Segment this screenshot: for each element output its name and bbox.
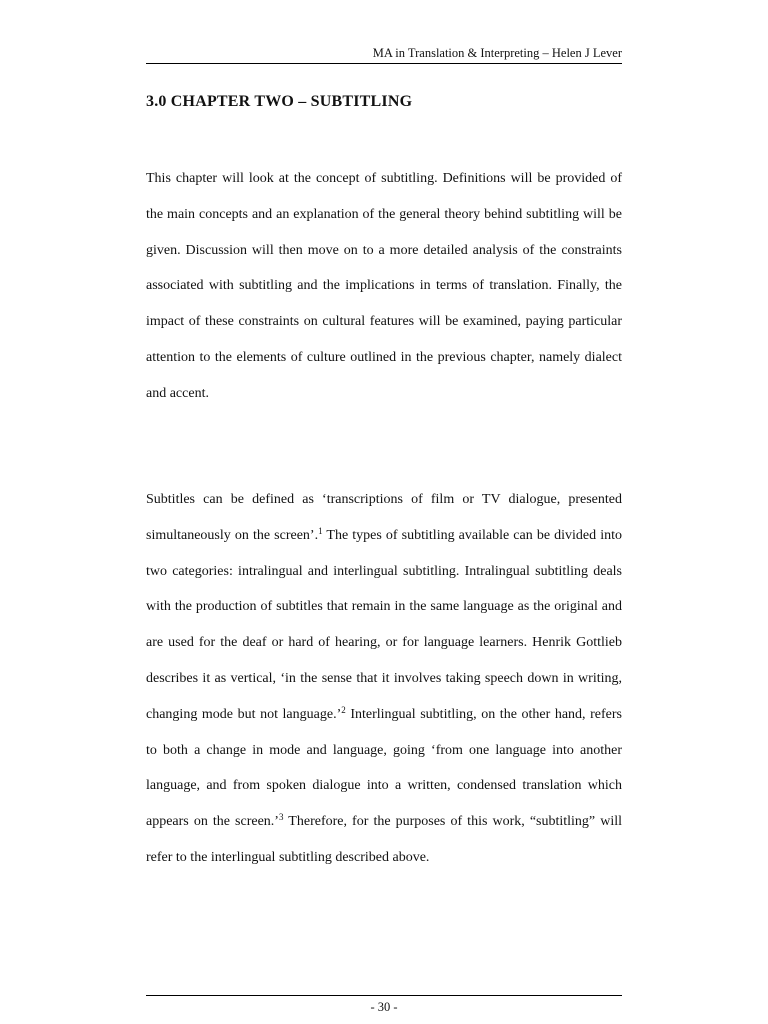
page-footer xyxy=(146,995,622,1015)
paragraph-text-segment: Subtitles can be defined as ‘transcriptions of film or TV dialogue, presented simultaneously on the screen’. xyxy=(146,492,622,543)
page-number: - 30 - xyxy=(370,1000,398,1014)
footnote-ref-1[interactable]: 1 xyxy=(318,525,323,536)
paragraph-definition xyxy=(146,482,622,876)
paragraph-text-segment: Therefore, for the purposes of this work, “subtitling” will refer to the interlingual subtitling described above. xyxy=(146,814,622,865)
footnote-ref-2[interactable]: 2 xyxy=(341,704,346,715)
chapter-title: 3.0 CHAPTER TWO – SUBTITLING xyxy=(146,93,413,110)
running-header: MA in Translation & Interpreting – Helen J Lever xyxy=(146,44,622,64)
paragraph-text-segment: The types of subtitling available can be divided into two categories: intralingual and interlingual subtitling. Intralingual subtitling deals with the production of subtitles that remain in the same language as the original and are used for the deaf or hard of hearing, or for language learners. Henrik Gottlieb describes it as vertical, ‘in the sense that it involves taking speech down in writing, changing mode but not language.’ xyxy=(146,527,622,722)
paragraph-text-segment: Interlingual subtitling, on the other hand, refers to both a change in mode and language, going ‘from one language into another language, and from spoken dialogue into a written, condensed translation which appears on the screen.’ xyxy=(146,706,622,830)
footnote-ref-3[interactable]: 3 xyxy=(278,812,284,823)
paragraph-intro: This chapter will look at the concept of subtitling. Definitions will be provided of the main concepts and an explanation of the general theory behind subtitling will be given. Discussion will then move on to a more detailed analysis of the constraints associated with subtitling and the implications in terms of translation. Finally, the impact of these constraints on cultural features will be examined, paying particular attention to the elements of culture outlined in the previous chapter, namely dialect and accent. xyxy=(146,171,622,401)
